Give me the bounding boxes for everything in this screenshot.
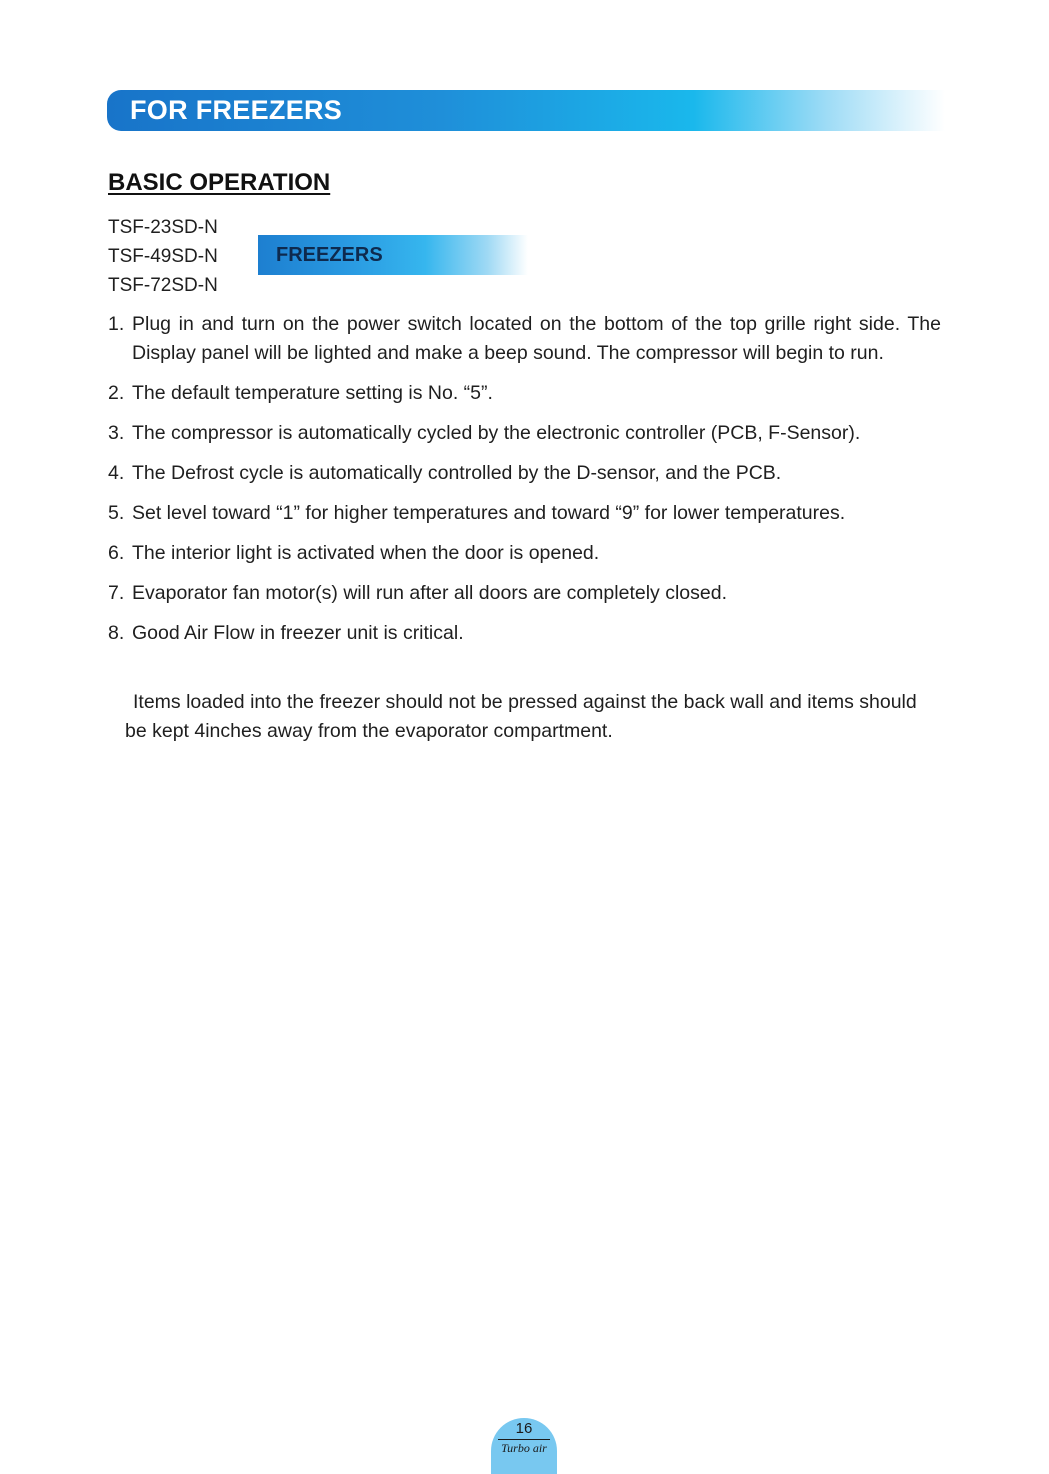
step-item: [108, 579, 941, 608]
airflow-note: Items loaded into the freezer should not be pressed against the back wall and items should be kept 4inches away from the evaporator compartment.: [125, 691, 917, 742]
footer-badge: [491, 1418, 557, 1474]
step-number: 2.: [108, 382, 125, 404]
step-item: [108, 619, 941, 648]
model-item: TSF-23SD-N: [108, 217, 218, 238]
step-number: 1.: [108, 313, 125, 335]
step-text: The interior light is activated when the door is opened.: [132, 542, 600, 564]
step-text: The default temperature setting is No. “5”.: [132, 382, 493, 404]
category-tag: [258, 235, 528, 275]
step-number: 5.: [108, 502, 125, 524]
step-text: Plug in and turn on the power switch located on the bottom of the top grille right side. The Display panel will be lighted and make a beep sound. The compressor will begin to run.: [132, 313, 941, 364]
step-text: The compressor is automatically cycled by the electronic controller (PCB, F-Sensor).: [132, 422, 861, 444]
section-banner-title: FOR FREEZERS: [130, 95, 343, 125]
step-text: Set level toward “1” for higher temperatures and toward “9” for lower temperatures.: [132, 502, 846, 524]
step-item: [108, 379, 941, 408]
operation-steps: [108, 310, 941, 659]
step-text: The Defrost cycle is automatically controlled by the D-sensor, and the PCB.: [132, 462, 782, 484]
step-item: [108, 539, 941, 568]
model-item: TSF-72SD-N: [108, 275, 218, 296]
step-number: 7.: [108, 582, 125, 604]
step-text: Evaporator fan motor(s) will run after all doors are completely closed.: [132, 582, 727, 604]
page-number: 16: [515, 1420, 533, 1437]
step-number: 3.: [108, 422, 125, 444]
step-item: [108, 310, 941, 368]
model-item: TSF-49SD-N: [108, 246, 218, 267]
step-item: [108, 459, 941, 488]
step-item: [108, 419, 941, 448]
step-item: [108, 499, 941, 528]
step-number: 8.: [108, 622, 125, 644]
section-banner: [107, 90, 945, 131]
page-heading: BASIC OPERATION: [108, 169, 331, 196]
category-tag-label: FREEZERS: [276, 244, 383, 266]
step-number: 4.: [108, 462, 125, 484]
step-number: 6.: [108, 542, 125, 564]
model-list: [108, 213, 218, 300]
brand-logo: Turbo air: [501, 1441, 547, 1455]
footer-divider: [498, 1439, 550, 1440]
step-text: Good Air Flow in freezer unit is critical.: [132, 622, 464, 644]
